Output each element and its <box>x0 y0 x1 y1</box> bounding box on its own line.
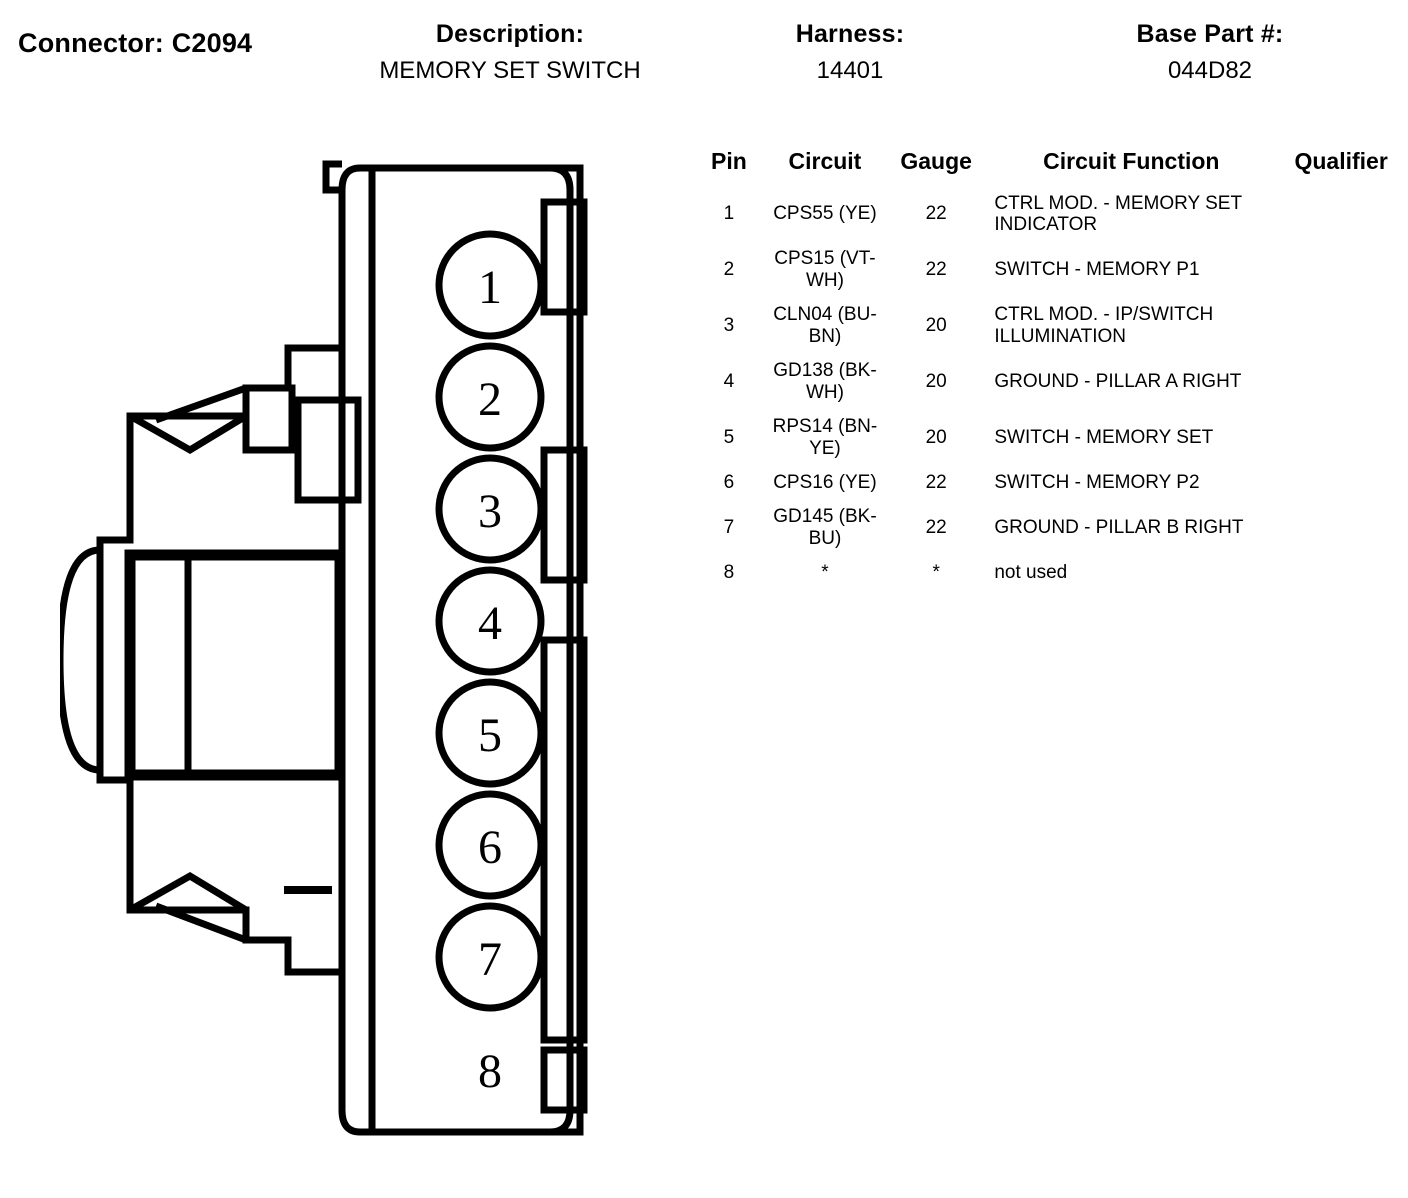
cell-qualifier <box>1282 410 1400 466</box>
pin-number-6: 6 <box>478 821 502 874</box>
column-header-circuit: Circuit <box>788 148 862 174</box>
cell-circuit: * <box>821 561 829 583</box>
cell-qualifier <box>1282 556 1400 590</box>
harness-value: 14401 <box>816 57 884 84</box>
cell-pin: 4 <box>723 370 735 392</box>
base-part-label: Base Part #: <box>1136 20 1284 48</box>
page-header <box>0 0 1408 100</box>
cell-circuit: GD138 (BK-WH) <box>773 359 877 403</box>
connector-id-block <box>18 28 252 59</box>
cell-pin: 2 <box>723 258 735 280</box>
connector-id-label: Connector: C2094 <box>18 28 253 58</box>
column-header-pin: Pin <box>711 148 747 174</box>
cell-function: SWITCH - MEMORY SET <box>994 426 1214 448</box>
harness-block <box>740 20 960 85</box>
cell-function: CTRL MOD. - MEMORY SET INDICATOR <box>994 193 1242 236</box>
column-header-gauge: Gauge <box>900 148 972 174</box>
cell-qualifier <box>1282 187 1400 242</box>
cell-gauge: 20 <box>925 426 947 448</box>
connector-illustration <box>60 120 680 1185</box>
cell-pin: 1 <box>723 203 735 225</box>
cell-function: CTRL MOD. - IP/SWITCH ILLUMINATION <box>994 304 1214 347</box>
cell-function: SWITCH - MEMORY P2 <box>994 471 1200 493</box>
cell-qualifier <box>1282 298 1400 354</box>
cell-function: SWITCH - MEMORY P1 <box>994 258 1200 280</box>
cell-gauge: 22 <box>925 203 947 225</box>
cell-gauge: 22 <box>925 258 947 280</box>
pin-number-2: 2 <box>478 373 502 426</box>
cell-pin: 5 <box>723 426 735 448</box>
pin-number-8: 8 <box>478 1045 502 1098</box>
table-row <box>700 242 1400 298</box>
cell-function: not used <box>994 561 1068 583</box>
cell-gauge: 20 <box>925 370 947 392</box>
column-header-qualifier: Qualifier <box>1294 148 1388 174</box>
cell-function: GROUND - PILLAR A RIGHT <box>994 370 1242 392</box>
base-part-block <box>1060 20 1360 85</box>
cell-pin: 3 <box>723 314 735 336</box>
cell-circuit: RPS14 (BN-YE) <box>772 415 878 459</box>
cell-circuit: CPS55 (YE) <box>773 203 877 225</box>
cell-gauge: 20 <box>925 314 947 336</box>
harness-label: Harness: <box>795 20 905 48</box>
cell-circuit: CPS16 (YE) <box>773 471 877 493</box>
pin-number-5: 5 <box>478 709 502 762</box>
description-value: MEMORY SET SWITCH <box>379 57 641 84</box>
cell-pin: 6 <box>723 471 735 493</box>
table-row <box>700 298 1400 354</box>
cell-circuit: CLN04 (BU-BN) <box>773 303 877 347</box>
cell-gauge: 22 <box>925 471 947 493</box>
pin-number-4: 4 <box>478 597 502 650</box>
cell-gauge: * <box>932 561 940 583</box>
cell-circuit: CPS15 (VT-WH) <box>774 247 876 291</box>
base-part-value: 044D82 <box>1167 57 1253 84</box>
cell-qualifier <box>1282 466 1400 500</box>
cell-qualifier <box>1282 500 1400 556</box>
cell-gauge: 22 <box>925 516 947 538</box>
cell-circuit: GD145 (BK-BU) <box>773 505 877 549</box>
description-label: Description: <box>435 20 585 48</box>
table-header-row <box>700 148 1400 187</box>
pin-number-7: 7 <box>478 933 502 986</box>
pin-number-3: 3 <box>478 485 502 538</box>
table-row <box>700 187 1400 242</box>
pin-number-1: 1 <box>478 261 502 314</box>
table-row <box>700 410 1400 466</box>
cell-qualifier <box>1282 354 1400 410</box>
description-block <box>320 20 700 85</box>
cell-pin: 8 <box>723 561 735 583</box>
column-header-function: Circuit Function <box>1043 148 1220 174</box>
table-row <box>700 466 1400 500</box>
cell-pin: 7 <box>723 516 735 538</box>
table-row <box>700 500 1400 556</box>
pin-table <box>700 148 1400 590</box>
table-row <box>700 556 1400 590</box>
table-row <box>700 354 1400 410</box>
cell-qualifier <box>1282 242 1400 298</box>
cell-function: GROUND - PILLAR B RIGHT <box>994 516 1244 538</box>
